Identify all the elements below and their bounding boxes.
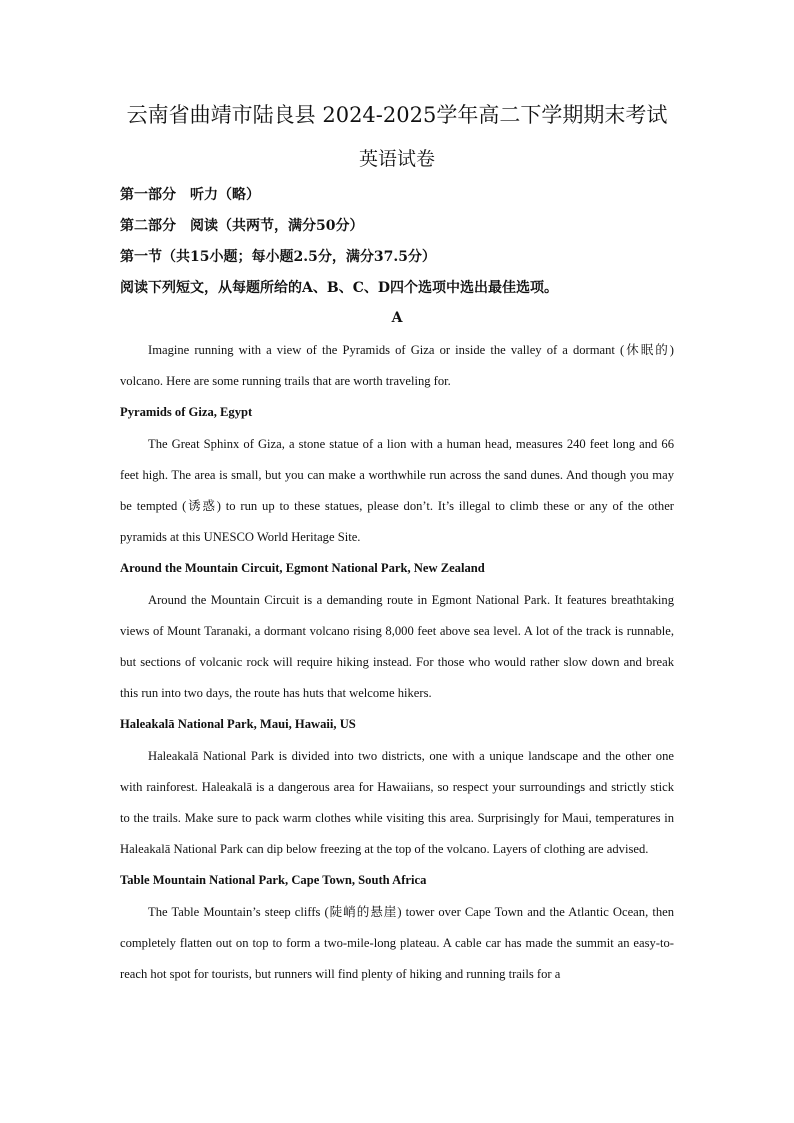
- exam-subtitle: 英语试卷: [358, 148, 435, 170]
- reading-instruction: 阅读下列短文，从每题所给的A、B、C、D四个选项中选出最佳选项。: [120, 280, 558, 296]
- exam-title: 云南省曲靖市陆良县 2024-2025学年高二下学期期末考试: [126, 103, 668, 127]
- trail-text-giza: The Great Sphinx of Giza, a stone statue of a lion with a human head, measures 240 feet long and 66 feet high. The area is small, but you can make a worthwhile run across the sand dunes. And though you may be tempted (诱惑) to run up to these statues, please don’t. It’s illegal to climb these or any of the other pyramids at this UNESCO World Heritage Site.: [120, 436, 674, 545]
- trail-heading-haleakala: Haleakalā National Park, Maui, Hawaii, US: [120, 717, 356, 732]
- trail-text-egmont: Around the Mountain Circuit is a demanding route in Egmont National Park. It features breathtaking views of Mount Taranaki, a dormant volcano rising 8,000 feet above sea level. A lot of the track is runnable, but sections of volcanic rock will require hiking instead. For those who would rather slow down and break this run into two days, the route has huts that welcome hikers.: [120, 592, 674, 701]
- section-part-one: 第一部分 听力（略）: [120, 187, 260, 203]
- trail-heading-giza: Pyramids of Giza, Egypt: [120, 405, 253, 420]
- passage-intro: Imagine running with a view of the Pyramids of Giza or inside the valley of a dormant (休眠的) volcano. Here are some running trails that are worth traveling for.: [120, 343, 674, 389]
- trail-heading-egmont: Around the Mountain Circuit, Egmont National Park, New Zealand: [120, 561, 485, 576]
- trail-text-table-mountain: The Table Mountain’s steep cliffs (陡峭的悬崖) tower over Cape Town and the Atlantic Ocean, then completely flatten out on top to form a two-mile-long plateau. A cable car has made the summit an easy-to-reach hot spot for tourists, but runners will find plenty of hiking and running trails for a: [120, 904, 674, 982]
- passage-label: A: [391, 310, 403, 326]
- section-part-two: 第二部分 阅读（共两节，满分50分）: [120, 218, 364, 234]
- trail-heading-table-mountain: Table Mountain National Park, Cape Town, South Africa: [120, 873, 427, 888]
- section-subsection-one: 第一节（共15小题；每小题2.5分，满分37.5分）: [120, 249, 436, 265]
- trail-text-haleakala: Haleakalā National Park is divided into two districts, one with a unique landscape and the other one with rainforest. Haleakalā is a dangerous area for Hawaiians, so respect your surroundings and strictly stick to the trails. Make sure to pack warm clothes while visiting this area. Surprisingly for Maui, temperatures in Haleakalā National Park can dip below freezing at the top of the volcano. Layers of clothing are advised.: [120, 748, 674, 857]
